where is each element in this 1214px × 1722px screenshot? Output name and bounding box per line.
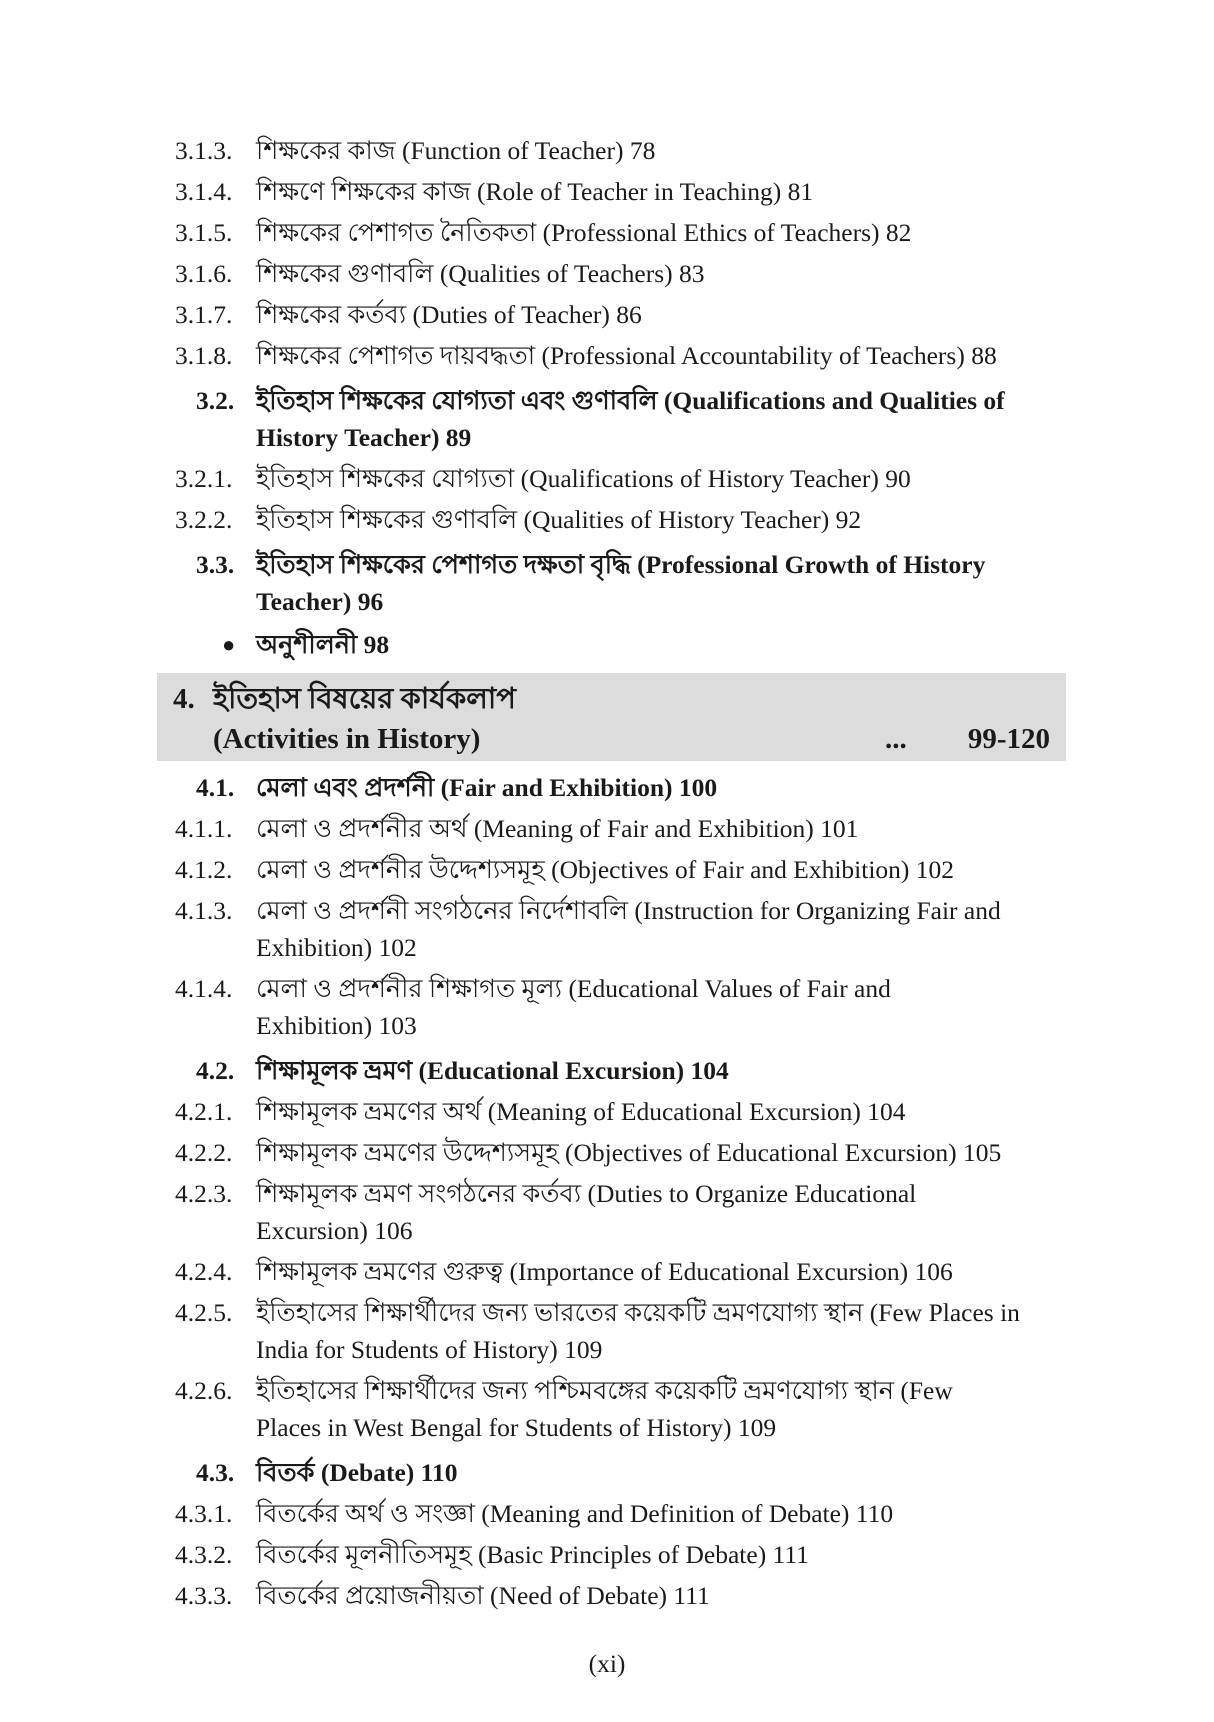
- section-title-line2: History Teacher) 89: [256, 423, 472, 452]
- entry-number: 4.2.5.: [175, 1298, 233, 1327]
- entry-title-line1: মেলা ও প্রদর্শনীর শিক্ষাগত মূল্য (Educational Values of Fair and: [256, 974, 891, 1003]
- toc-entry: [0, 173, 1214, 210]
- toc-entry: [0, 1253, 1214, 1290]
- toc-entry: [0, 337, 1214, 374]
- entry-title-line1: মেলা ও প্রদর্শনী সংগঠনের নির্দেশাবলি (Instruction for Organizing Fair and: [256, 896, 1001, 925]
- entry-title: শিক্ষামূলক ভ্রমণের অর্থ (Meaning of Educational Excursion) 104: [256, 1097, 906, 1126]
- toc-entry: [0, 214, 1214, 251]
- section-title: বিতর্ক (Debate) 110: [256, 1458, 458, 1487]
- bullet-icon: ●: [222, 632, 236, 657]
- chapter-subtitle: (Activities in History): [213, 723, 481, 755]
- entry-number: 4.2.3.: [175, 1179, 233, 1208]
- entry-title-line1: শিক্ষামূলক ভ্রমণ সংগঠনের কর্তব্য (Duties to Organize Educational: [256, 1179, 917, 1208]
- entry-title: শিক্ষামূলক ভ্রমণের গুরুত্ব (Importance of Educational Excursion) 106: [256, 1257, 953, 1286]
- entry-title: শিক্ষণে শিক্ষকের কাজ (Role of Teacher in Teaching) 81: [256, 177, 814, 206]
- chapter-title: ইতিহাস বিষয়ের কার্যকলাপ: [213, 683, 516, 715]
- toc-entry: [0, 1372, 1214, 1446]
- entry-number: 3.1.6.: [175, 259, 233, 288]
- entry-title-line2: Exhibition) 102: [256, 933, 417, 962]
- entry-title: বিতর্কের অর্থ ও সংজ্ঞা (Meaning and Definition of Debate) 110: [256, 1499, 894, 1528]
- table-of-contents: [0, 132, 1214, 1618]
- entry-title: ইতিহাস শিক্ষকের গুণাবলি (Qualities of History Teacher) 92: [256, 505, 862, 534]
- toc-entry: [0, 296, 1214, 333]
- entry-number: 3.2.1.: [175, 464, 233, 493]
- page-number: (xi): [588, 1649, 626, 1678]
- entry-number: 4.2.4.: [175, 1257, 233, 1286]
- entry-number: 4.1.4.: [175, 974, 233, 1003]
- section-heading-3-3: [0, 546, 1214, 620]
- chapter-leader-dots: ...: [885, 723, 907, 755]
- entry-title: বিতর্কের মূলনীতিসমূহ (Basic Principles of Debate) 111: [256, 1540, 809, 1569]
- entry-number: 3.1.7.: [175, 300, 233, 329]
- entry-title-line2: India for Students of History) 109: [256, 1335, 603, 1364]
- section-title: মেলা এবং প্রদর্শনী (Fair and Exhibition) 100: [256, 773, 718, 802]
- toc-entry: [0, 851, 1214, 888]
- toc-entry: [0, 501, 1214, 538]
- entry-number: 3.1.5.: [175, 218, 233, 247]
- entry-number: 4.3.1.: [175, 1499, 233, 1528]
- section-heading-4-1: [0, 769, 1214, 806]
- toc-entry: [0, 1294, 1214, 1368]
- section-number: 4.1.: [196, 773, 235, 802]
- section-number: 4.2.: [196, 1056, 235, 1085]
- chapter-page-range: 99-120: [967, 723, 1050, 755]
- entry-number: 4.2.6.: [175, 1376, 233, 1405]
- section-title-line1: ইতিহাস শিক্ষকের পেশাগত দক্ষতা বৃদ্ধি (Professional Growth of History: [256, 550, 986, 579]
- toc-entry: [0, 1536, 1214, 1573]
- toc-entry: [0, 1093, 1214, 1130]
- entry-number: 4.1.3.: [175, 896, 233, 925]
- entry-title: শিক্ষকের পেশাগত দায়বদ্ধতা (Professional Accountability of Teachers) 88: [256, 341, 997, 370]
- entry-title: মেলা ও প্রদর্শনীর উদ্দেশ্যসমূহ (Objectives of Fair and Exhibition) 102: [256, 855, 955, 884]
- entry-title: ইতিহাস শিক্ষকের যোগ্যতা (Qualifications of History Teacher) 90: [256, 464, 911, 493]
- section-heading-3-2: [0, 382, 1214, 456]
- entry-title: শিক্ষকের কাজ (Function of Teacher) 78: [256, 136, 656, 165]
- toc-entry: [0, 255, 1214, 292]
- section-heading-4-2: [0, 1052, 1214, 1089]
- section-title-line2: Teacher) 96: [256, 587, 384, 616]
- entry-title: বিতর্কের প্রয়োজনীয়তা (Need of Debate) 111: [256, 1581, 710, 1610]
- toc-entry: [0, 1577, 1214, 1614]
- entry-title: শিক্ষকের গুণাবলি (Qualities of Teachers) 83: [256, 259, 705, 288]
- toc-entry: [0, 810, 1214, 847]
- entry-title: শিক্ষকের কর্তব্য (Duties of Teacher) 86: [256, 300, 642, 329]
- entry-title: শিক্ষামূলক ভ্রমণের উদ্দেশ্যসমূহ (Objectives of Educational Excursion) 105: [256, 1138, 1002, 1167]
- toc-entry: [0, 1175, 1214, 1249]
- entry-number: 4.3.2.: [175, 1540, 233, 1569]
- section-heading-4-3: [0, 1454, 1214, 1491]
- entry-title-line1: ইতিহাসের শিক্ষার্থীদের জন্য পশ্চিমবঙ্গের কয়েকটি ভ্রমণযোগ্য স্থান (Few: [256, 1376, 953, 1405]
- entry-number: 4.2.1.: [175, 1097, 233, 1126]
- entry-title: মেলা ও প্রদর্শনীর অর্থ (Meaning of Fair and Exhibition) 101: [256, 814, 859, 843]
- entry-number: 4.1.1.: [175, 814, 233, 843]
- entry-number: 3.2.2.: [175, 505, 233, 534]
- toc-entry: [0, 132, 1214, 169]
- section-title-line1: ইতিহাস শিক্ষকের যোগ্যতা এবং গুণাবলি (Qualifications and Qualities of: [256, 386, 1005, 415]
- entry-number: 4.3.3.: [175, 1581, 233, 1610]
- entry-number: 3.1.4.: [175, 177, 233, 206]
- section-number: 3.3.: [196, 550, 235, 579]
- entry-number: 3.1.8.: [175, 341, 233, 370]
- exercise-entry: [0, 626, 1214, 663]
- section-number: 4.3.: [196, 1458, 235, 1487]
- section-number: 3.2.: [196, 386, 235, 415]
- entry-number: 4.2.2.: [175, 1138, 233, 1167]
- entry-number: 4.1.2.: [175, 855, 233, 884]
- chapter-heading-band: [157, 673, 1066, 761]
- toc-entry: [0, 892, 1214, 966]
- section-title: শিক্ষামূলক ভ্রমণ (Educational Excursion) 104: [256, 1056, 729, 1085]
- exercise-title: অনুশীলনী 98: [256, 630, 390, 659]
- toc-entry: [0, 1495, 1214, 1532]
- entry-title-line1: ইতিহাসের শিক্ষার্থীদের জন্য ভারতের কয়েকটি ভ্রমণযোগ্য স্থান (Few Places in: [256, 1298, 1020, 1327]
- chapter-number: 4.: [173, 683, 195, 715]
- toc-entry: [0, 460, 1214, 497]
- entry-title-line2: Excursion) 106: [256, 1216, 413, 1245]
- entry-title: শিক্ষকের পেশাগত নৈতিকতা (Professional Ethics of Teachers) 82: [256, 218, 912, 247]
- toc-entry: [0, 1134, 1214, 1171]
- entry-title-line2: Places in West Bengal for Students of History) 109: [256, 1413, 777, 1442]
- entry-number: 3.1.3.: [175, 136, 233, 165]
- toc-entry: [0, 970, 1214, 1044]
- entry-title-line2: Exhibition) 103: [256, 1011, 417, 1040]
